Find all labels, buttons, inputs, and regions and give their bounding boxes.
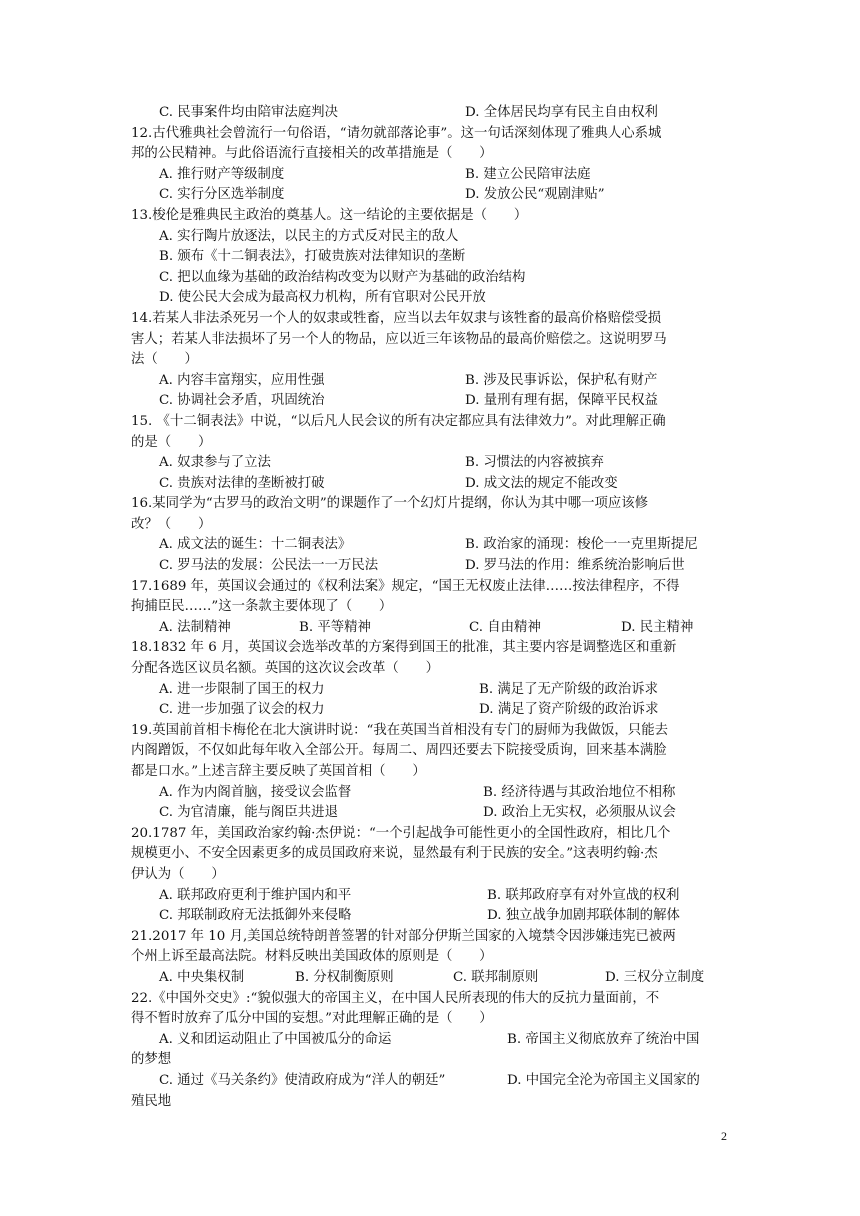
option-a: A. 内容丰富翔实，应用性强: [159, 372, 325, 388]
question-20-stem: 20.1787 年，美国政治家约翰·杰伊说：“一个引起战争可能性更小的全国性政府，相比几个: [131, 825, 671, 841]
question-20-stem-cont: 伊认为（ ）: [131, 866, 225, 882]
option-a: A. 中央集权制: [159, 969, 245, 985]
option-row: [131, 886, 731, 907]
option-b: B. 政治家的涌现：梭伦一一克里斯提尼: [465, 537, 698, 553]
option-a: A. 实行陶片放逐法，以民主的方式反对民主的敌人: [159, 228, 459, 244]
question-19-stem: 19.英国前首相卡梅伦在北大演讲时说：“我在英国当首相没有专门的厨师为我做饭，只能去: [131, 722, 668, 738]
option-c: C. 进一步加强了议会的权力: [159, 702, 325, 718]
option-c: C. 罗马法的发展：公民法一一万民法: [159, 558, 379, 574]
page-number: 2: [721, 1129, 727, 1143]
option-row: [131, 453, 731, 474]
option-row: [131, 906, 731, 927]
option-d: D. 使公民大会成为最高权力机构，所有官职对公民开放: [159, 290, 486, 306]
question-15-stem: 15. 《十二铜表法》中说，“以后凡人民会议的所有决定都应具有法律效力”。对此理解正确: [131, 413, 666, 429]
option-c: C. 协调社会矛盾，巩固统治: [159, 393, 325, 409]
option-b: B. 经济待遇与其政治地位不相称: [483, 784, 676, 800]
option-a: A. 联邦政府更利于维护国内和平: [159, 887, 352, 903]
question-18-stem-cont: 分配各选区议员名额。英国的这次议会改革（ ）: [131, 661, 439, 677]
option-b: B. 满足了无产阶级的政治诉求: [479, 681, 659, 697]
question-14-stem: 14.若某人非法杀死另一个人的奴隶或牲畜，应当以去年奴隶与该牲畜的最高价格赔偿受损: [131, 310, 662, 326]
option-row: [131, 185, 731, 206]
option-b: B. 习惯法的内容被摈弃: [465, 455, 604, 471]
option-a: A. 法制精神: [159, 619, 231, 635]
option-c: C. 联邦制原则: [453, 969, 539, 985]
option-row: [131, 618, 731, 639]
option-b: B. 建立公民陪审法庭: [465, 166, 591, 182]
option-row: [131, 535, 731, 556]
question-12-stem-cont: 邦的公民精神。与此俗语流行直接相关的改革措施是（ ）: [131, 146, 493, 162]
option-row: [131, 391, 731, 412]
question-22-stem: 22.《中国外交史》:“貌似强大的帝国主义，在中国人民所表现的伟大的反抗力量面前，不: [131, 990, 660, 1006]
option-c: C. 实行分区选举制度: [159, 187, 285, 203]
option-b: B. 帝国主义彻底放弃了统治中国: [507, 1031, 700, 1047]
option-d: D. 全体居民均享有民主自由权利: [465, 105, 658, 120]
option-row: [131, 968, 731, 989]
option-b: B. 涉及民事诉讼，保护私有财产: [465, 372, 658, 388]
option-row: [131, 700, 731, 721]
question-15-stem-cont: 的是（ ）: [131, 434, 212, 450]
option-b: B. 颁布《十二铜表法》，打破贵族对法律知识的垄断: [159, 249, 466, 265]
option-d: D. 政治上无实权，必须服从议会: [483, 805, 676, 821]
question-13-stem: 13.梭伦是雅典民主政治的奠基人。这一结论的主要依据是（ ）: [131, 207, 528, 223]
option-d: D. 发放公民“观剧津贴”: [465, 187, 605, 203]
option-row: [131, 1030, 731, 1051]
option-d: D. 成文法的规定不能改变: [465, 475, 618, 491]
option-d: D. 罗马法的作用：维系统治影响后世: [465, 558, 685, 574]
option-a: A. 作为内阁首脑，接受议会监督: [159, 784, 352, 800]
option-a: A. 成文法的诞生：十二铜表法》: [159, 537, 352, 553]
option-c: C. 贵族对法律的垄断被打破: [159, 475, 325, 491]
option-b-cont: 的梦想: [131, 1052, 172, 1068]
option-c: C. 自由精神: [469, 619, 541, 635]
question-19-stem-cont: 都是口水。”上述言辞主要反映了英国首相（ ）: [131, 764, 426, 779]
question-17-stem: 17.1689 年，英国议会通过的《权利法案》规定，“国王无权废止法律……按法律程序，不得: [131, 578, 680, 594]
option-c: C. 邦联制政府无法抵御外来侵略: [159, 908, 352, 924]
option-row: [131, 165, 731, 186]
option-row: [131, 803, 731, 824]
option-d: D. 量刑有理有据，保障平民权益: [465, 393, 658, 409]
option-row: [131, 1071, 731, 1092]
question-16-stem: 16.某同学为“古罗马的政治文明”的课题作了一个幻灯片提纲，你认为其中哪一项应该修: [131, 496, 649, 512]
option-d: D. 三权分立制度: [605, 969, 705, 985]
question-16-stem-cont: 改？（ ）: [131, 516, 212, 532]
option-b: B. 联邦政府享有对外宣战的权利: [487, 887, 680, 903]
option-a: A. 奴隶参与了立法: [159, 455, 271, 471]
question-14-stem-cont: 害人；若某人非法损坏了另一个人的物品，应以近三年该物品的最高价赔偿之。这说明罗马: [131, 331, 667, 347]
question-12-stem: 12.古代雅典社会曾流行一句俗语，“请勿就部落论事”。这一句话深刻体现了雅典人心系城: [131, 125, 662, 141]
question-19-stem-cont: 内阁蹭饭，不仅如此每年收入全部公开。每周二、周四还要去下院接受质询，回来基本满脸: [131, 743, 667, 759]
option-b: B. 分权制衡原则: [295, 969, 394, 985]
option-d: D. 独立战争加剧邦联体制的解体: [487, 908, 680, 924]
option-c: C. 民事案件均由陪审法庭判决: [159, 105, 338, 120]
option-row: [131, 556, 731, 577]
option-c: C. 为官清廉，能与阁臣共进退: [159, 805, 338, 821]
option-d: D. 中国完全沦为帝国主义国家的: [507, 1072, 700, 1088]
question-14-stem-cont: 法（ ）: [131, 352, 198, 368]
option-d: D. 满足了资产阶级的政治诉求: [479, 702, 659, 718]
option-c: C. 通过《马关条约》使清政府成为“洋人的朝廷”: [159, 1072, 446, 1088]
option-b: B. 平等精神: [299, 619, 371, 635]
option-row: [131, 103, 731, 124]
option-row: [131, 371, 731, 392]
option-a: A. 义和团运动阻止了中国被瓜分的命运: [159, 1031, 392, 1047]
question-21-stem-cont: 个州上诉至最高法院。材料反映出美国政体的原则是（ ）: [131, 949, 493, 965]
option-row: [131, 474, 731, 495]
question-21-stem: 21.2017 年 10 月,美国总统特朗普签署的针对部分伊斯兰国家的入境禁令因涉嫌违宪已被两: [131, 928, 676, 944]
option-d: D. 民主精神: [621, 619, 694, 635]
option-c: C. 把以血缘为基础的政治结构改变为以财产为基础的政治结构: [159, 269, 526, 285]
question-list: [131, 103, 731, 1112]
question-20-stem-cont: 规模更小、不安全因素更多的成员国政府来说，显然最有利于民族的安全。”这表明约翰·杰: [131, 846, 658, 862]
question-22-stem-cont: 得不暂时放弃了瓜分中国的妄想。”对此理解正确的是（ ）: [131, 1011, 493, 1027]
option-a: A. 进一步限制了国王的权力: [159, 681, 325, 697]
option-d-cont: 殖民地: [131, 1093, 172, 1109]
option-row: [131, 783, 731, 804]
question-18-stem: 18.1832 年 6 月，英国议会选举改革的方案得到国王的批准，其主要内容是调整选区和重新: [131, 640, 677, 656]
option-row: [131, 680, 731, 701]
option-a: A. 推行财产等级制度: [159, 166, 285, 182]
question-17-stem-cont: 拘捕臣民……”这一条款主要体现了（ ）: [131, 599, 393, 615]
